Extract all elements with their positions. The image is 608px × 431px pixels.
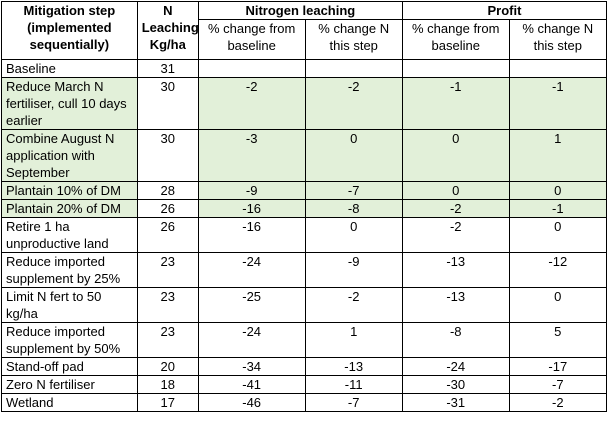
profit-pct-step-cell: -12: [509, 253, 606, 288]
step-cell: Combine August N application with September: [2, 130, 138, 182]
nitrogen-pct-step-cell: -9: [305, 253, 402, 288]
table-row: [2, 376, 607, 394]
table-row: [2, 60, 607, 78]
n-leaching-cell: 30: [137, 78, 198, 130]
profit-pct-baseline-cell: -24: [402, 358, 509, 376]
nitrogen-pct-baseline-cell: -46: [198, 394, 305, 412]
profit-pct-baseline-cell: 0: [402, 130, 509, 182]
n-leaching-cell: 26: [137, 200, 198, 218]
profit-pct-step-cell: -7: [509, 376, 606, 394]
table-row: [2, 288, 607, 323]
nitrogen-pct-baseline-cell: -9: [198, 182, 305, 200]
step-cell: Stand-off pad: [2, 358, 138, 376]
nitrogen-pct-baseline-cell: -24: [198, 253, 305, 288]
profit-pct-baseline-cell: -8: [402, 323, 509, 358]
step-cell: Retire 1 ha unproductive land: [2, 218, 138, 253]
table-row: [2, 358, 607, 376]
profit-pct-step-cell: -2: [509, 394, 606, 412]
nitrogen-pct-step-cell: -2: [305, 288, 402, 323]
n-leaching-cell: 23: [137, 323, 198, 358]
step-cell: Reduce imported supplement by 25%: [2, 253, 138, 288]
n-leaching-cell: 26: [137, 218, 198, 253]
header-n-leaching: N Leaching Kg/ha: [137, 2, 198, 60]
nitrogen-pct-baseline-cell: -24: [198, 323, 305, 358]
step-cell: Baseline: [2, 60, 138, 78]
nitrogen-pct-step-cell: 1: [305, 323, 402, 358]
profit-pct-baseline-cell: 0: [402, 182, 509, 200]
profit-pct-step-cell: 1: [509, 130, 606, 182]
nitrogen-pct-baseline-cell: -34: [198, 358, 305, 376]
table-row: [2, 218, 607, 253]
profit-pct-step-cell: -17: [509, 358, 606, 376]
table-row: [2, 78, 607, 130]
header-group-profit: Profit: [402, 2, 606, 20]
nitrogen-pct-baseline-cell: [198, 60, 305, 78]
table-row: [2, 323, 607, 358]
n-leaching-cell: 30: [137, 130, 198, 182]
step-cell: Reduce March N fertiliser, cull 10 days earlier: [2, 78, 138, 130]
nitrogen-pct-baseline-cell: -25: [198, 288, 305, 323]
step-cell: Limit N fert to 50 kg/ha: [2, 288, 138, 323]
n-leaching-cell: 18: [137, 376, 198, 394]
table-row: [2, 200, 607, 218]
nitrogen-pct-baseline-cell: -16: [198, 200, 305, 218]
profit-pct-step-cell: -1: [509, 78, 606, 130]
step-cell: Zero N fertiliser: [2, 376, 138, 394]
table-row: [2, 394, 607, 412]
profit-pct-baseline-cell: -31: [402, 394, 509, 412]
profit-pct-step-cell: 5: [509, 323, 606, 358]
nitrogen-pct-step-cell: 0: [305, 218, 402, 253]
header-group-nitrogen: Nitrogen leaching: [198, 2, 402, 20]
table-row: [2, 253, 607, 288]
n-leaching-cell: 23: [137, 288, 198, 323]
header-profit-pct-baseline: % change from baseline: [402, 20, 509, 60]
table-row: [2, 182, 607, 200]
step-cell: Wetland: [2, 394, 138, 412]
header-step: Mitigation step (implemented sequentially): [2, 2, 138, 60]
profit-pct-baseline-cell: -2: [402, 218, 509, 253]
nitrogen-pct-baseline-cell: -41: [198, 376, 305, 394]
profit-pct-baseline-cell: -13: [402, 253, 509, 288]
profit-pct-baseline-cell: -2: [402, 200, 509, 218]
profit-pct-baseline-cell: -30: [402, 376, 509, 394]
nitrogen-pct-baseline-cell: -2: [198, 78, 305, 130]
step-cell: Plantain 20% of DM: [2, 200, 138, 218]
nitrogen-pct-step-cell: -11: [305, 376, 402, 394]
profit-pct-step-cell: 0: [509, 182, 606, 200]
nitrogen-pct-step-cell: -8: [305, 200, 402, 218]
mitigation-table: [1, 1, 607, 412]
nitrogen-pct-step-cell: -13: [305, 358, 402, 376]
profit-pct-step-cell: -1: [509, 200, 606, 218]
nitrogen-pct-step-cell: 0: [305, 130, 402, 182]
profit-pct-step-cell: 0: [509, 288, 606, 323]
n-leaching-cell: 23: [137, 253, 198, 288]
header-nitrogen-pct-baseline: % change from baseline: [198, 20, 305, 60]
nitrogen-pct-step-cell: -7: [305, 394, 402, 412]
nitrogen-pct-baseline-cell: -3: [198, 130, 305, 182]
step-cell: Reduce imported supplement by 50%: [2, 323, 138, 358]
profit-pct-step-cell: 0: [509, 218, 606, 253]
profit-pct-baseline-cell: [402, 60, 509, 78]
n-leaching-cell: 17: [137, 394, 198, 412]
table-body: [2, 60, 607, 412]
step-cell: Plantain 10% of DM: [2, 182, 138, 200]
profit-pct-baseline-cell: -1: [402, 78, 509, 130]
nitrogen-pct-baseline-cell: -16: [198, 218, 305, 253]
profit-pct-baseline-cell: -13: [402, 288, 509, 323]
nitrogen-pct-step-cell: [305, 60, 402, 78]
table-row: [2, 130, 607, 182]
nitrogen-pct-step-cell: -7: [305, 182, 402, 200]
header-nitrogen-pct-step: % change N this step: [305, 20, 402, 60]
n-leaching-cell: 28: [137, 182, 198, 200]
profit-pct-step-cell: [509, 60, 606, 78]
n-leaching-cell: 20: [137, 358, 198, 376]
header-profit-pct-step: % change N this step: [509, 20, 606, 60]
nitrogen-pct-step-cell: -2: [305, 78, 402, 130]
n-leaching-cell: 31: [137, 60, 198, 78]
